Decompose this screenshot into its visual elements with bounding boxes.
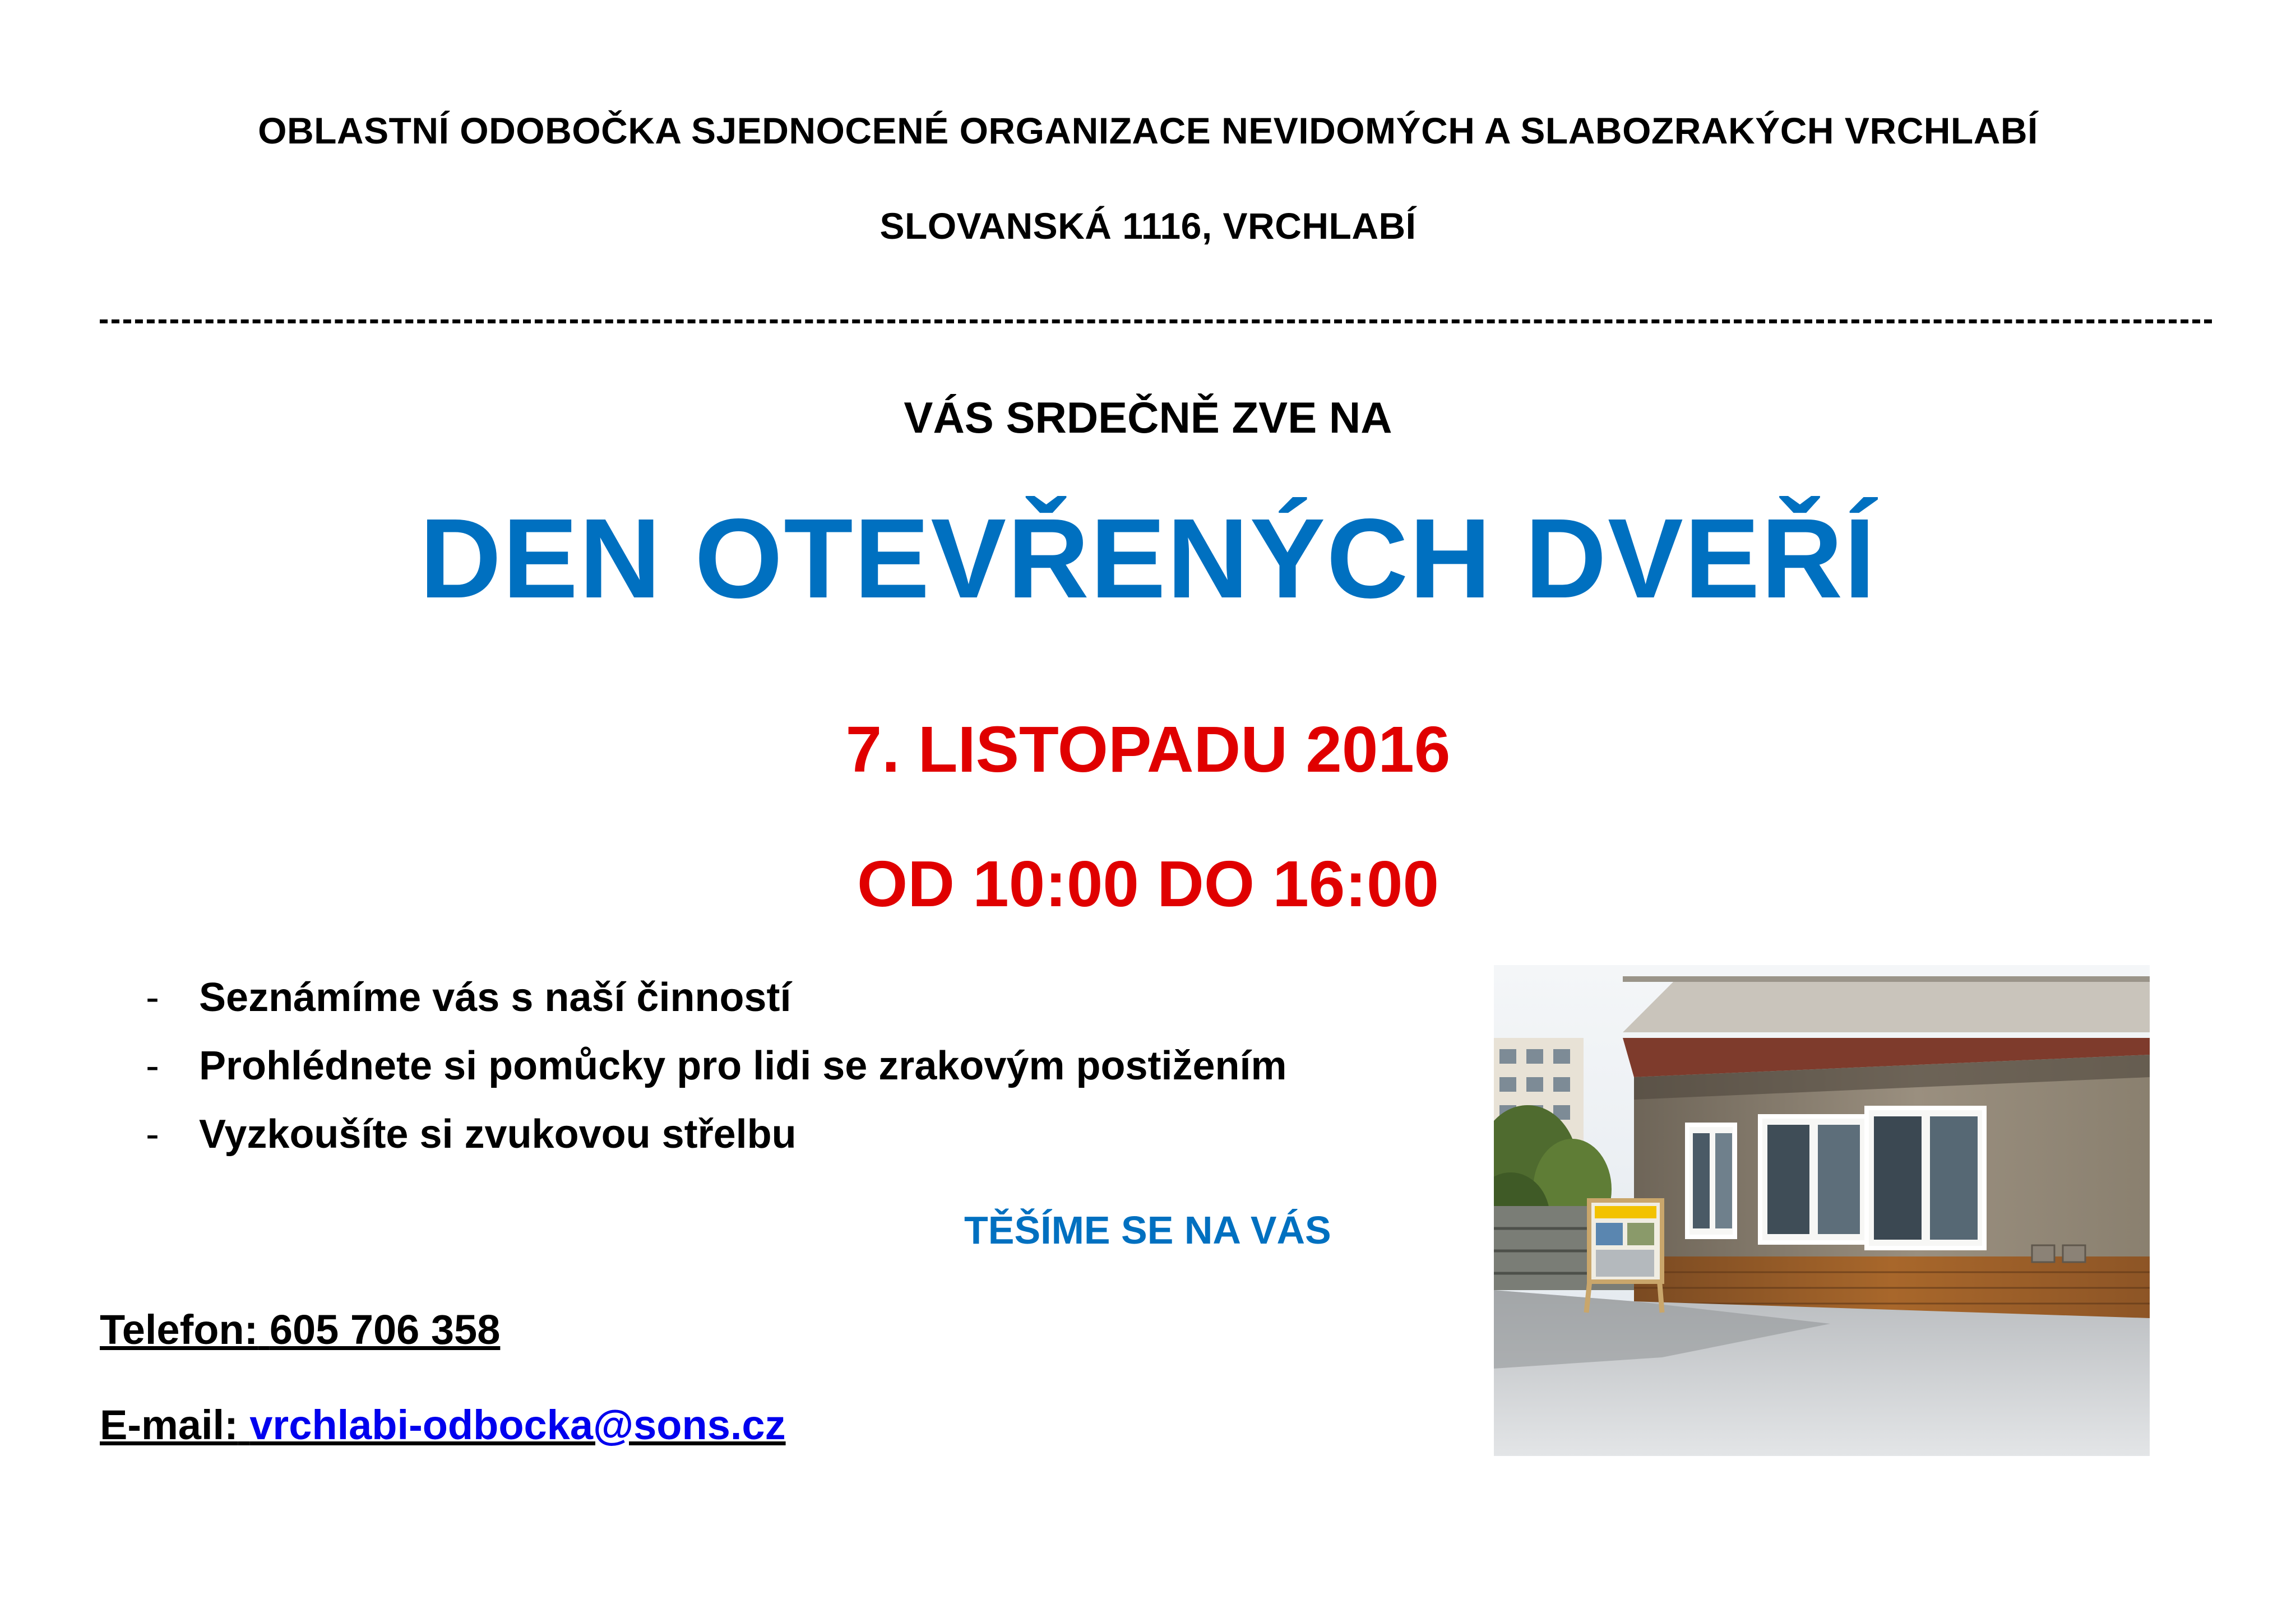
building-photo xyxy=(1494,965,2150,1456)
dashed-separator xyxy=(100,319,2212,323)
phone-number[interactable]: 605 706 358 xyxy=(269,1306,501,1353)
list-bullet: - xyxy=(146,1044,159,1088)
email-link[interactable]: vrchlabi-odbocka@sons.cz xyxy=(249,1402,786,1448)
event-date: 7. LISTOPADU 2016 xyxy=(845,713,1451,786)
phone-contact xyxy=(100,1306,500,1353)
list-bullet: - xyxy=(146,975,159,1020)
activity-text: Prohlédnete si pomůcky pro lidi se zrakovým postižením xyxy=(199,1044,1287,1088)
event-time: OD 10:00 DO 16:00 xyxy=(857,847,1439,920)
invitation-line: VÁS SRDEČNĚ ZVE NA xyxy=(904,393,1392,442)
list-bullet: - xyxy=(146,1112,159,1157)
activity-text: Vyzkoušíte si zvukovou střelbu xyxy=(199,1112,797,1157)
organization-name: OBLASTNÍ ODOBOČKA SJEDNOCENÉ ORGANIZACE NEVIDOMÝCH A SLABOZRAKÝCH VRCHLABÍ xyxy=(258,110,2038,151)
email-label: E-mail: xyxy=(100,1402,238,1448)
activity-text: Seznámíme vás s naší činností xyxy=(199,975,791,1020)
phone-label: Telefon: xyxy=(100,1306,258,1353)
event-title: DEN OTEVŘENÝCH DVEŘÍ xyxy=(419,495,1877,622)
organization-address: SLOVANSKÁ 1116, VRCHLABÍ xyxy=(879,205,1417,247)
closing-message: TĚŠÍME SE NA VÁS xyxy=(964,1208,1331,1252)
email-contact xyxy=(100,1401,786,1449)
